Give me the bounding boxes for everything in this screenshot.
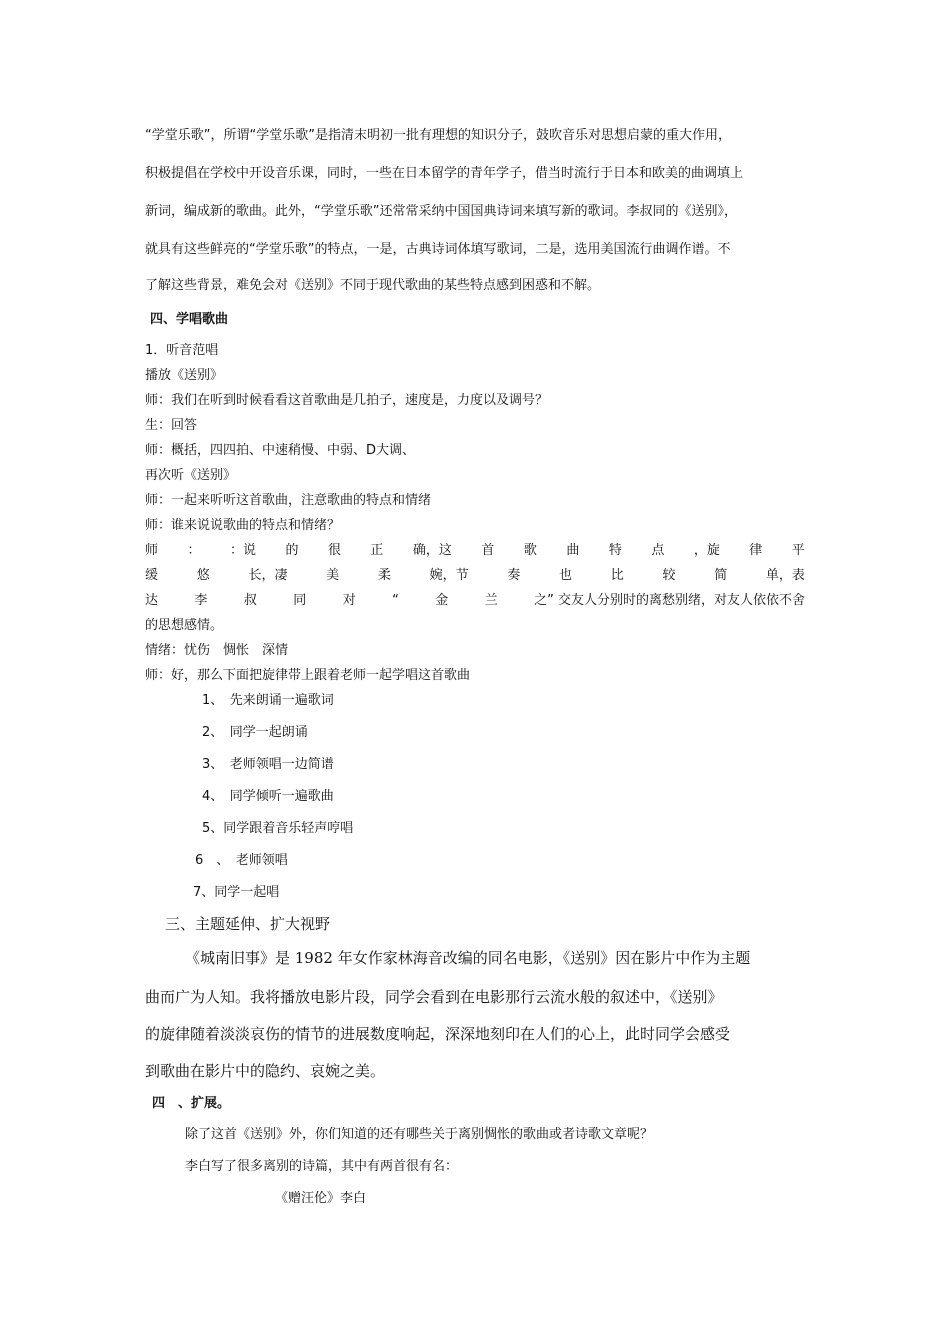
- film-line-2: 曲而广为人知。我将播放电影片段，同学会看到在电影那行云流水般的叙述中，《送别》: [145, 988, 723, 1006]
- dialog-line-3: 师：我们在听到时候看看这首歌曲是几拍子，速度是，力度以及调号？: [145, 393, 549, 408]
- extend-line-2: 李白写了很多离别的诗篇，其中有两首很有名：: [185, 1159, 459, 1174]
- answer-word: “: [392, 593, 399, 608]
- step-4: 4、 同学倾听一遍歌曲: [202, 789, 334, 804]
- answer-word: 单，表: [765, 568, 805, 583]
- film-line-3: 的旋律随着淡淡哀伤的情节的进展数度响起，深深地刻印在人们的心上，此时同学会感受: [145, 1025, 731, 1043]
- answer-word: 美: [326, 568, 340, 583]
- answer-row-4: 的思想感情。: [145, 618, 224, 633]
- answer-word: 比: [610, 568, 624, 583]
- answer-word: 同: [293, 593, 307, 608]
- intro-line-4: 就具有这些鲜亮的“学堂乐歌”的特点，一是，古典诗词体填写歌词，二是，选用美国流行曲调作谱。不: [145, 242, 731, 257]
- section-3-heading: 三、主题延伸、扩大视野: [165, 915, 331, 933]
- answer-word: 李: [194, 593, 208, 608]
- answer-word: 特: [608, 543, 622, 558]
- section-extend-heading: 四 、扩展。: [152, 1096, 231, 1111]
- step-2: 2、 同学一起朗诵: [202, 725, 308, 740]
- answer-word: 兰: [484, 593, 498, 608]
- answer-word: 曲: [566, 543, 580, 558]
- film-line-4: 到歌曲在影片中的隐约、哀婉之美。: [145, 1062, 386, 1080]
- answer-word: 也: [559, 568, 573, 583]
- answer-word: 对: [342, 593, 356, 608]
- answer-word: 确，这: [412, 543, 452, 558]
- answer-word: 较: [662, 568, 676, 583]
- emotion-line: 情绪：忧伤 惆怅 深情: [145, 643, 289, 658]
- answer-word: 之” 交友人分别时的离愁别绪，对友人依依不舍: [534, 593, 805, 608]
- dialog-line-5: 师：概括，四四拍、中速稍慢、中弱、D大调、: [145, 443, 416, 458]
- answer-word: 平: [791, 543, 805, 558]
- answer-word: 悠: [196, 568, 210, 583]
- teacher-line: 师：好，那么下面把旋律带上跟着老师一起学唱这首歌曲: [145, 668, 471, 683]
- intro-line-2: 积极提倡在学校中开设音乐课，同时，一些在日本留学的青年学子，借当时流行于日本和欧美的曲调填上: [145, 166, 744, 181]
- answer-word: 点: [651, 543, 665, 558]
- dialog-line-2: 播放《送别》: [145, 368, 224, 383]
- answer-row-1: [145, 543, 805, 559]
- dialog-line-4: 生：回答: [145, 418, 198, 433]
- section-4-heading: 四、学唱歌曲: [150, 312, 229, 327]
- dialog-line-8: 师：谁来说说歌曲的特点和情绪？: [145, 518, 341, 533]
- intro-line-1: “学堂乐歌”，所谓“学堂乐歌”是指清末明初一批有理想的知识分子，鼓吹音乐对思想启蒙的重大作用，: [145, 128, 731, 143]
- intro-line-5: 了解这些背景，难免会对《送别》不同于现代歌曲的某些特点感到困惑和不解。: [145, 278, 601, 293]
- poem-title: 《赠汪伦》李白: [275, 1191, 367, 1206]
- answer-word: 律: [749, 543, 763, 558]
- dialog-line-1: 1．听音范唱: [145, 343, 219, 358]
- answer-word: ：说: [229, 543, 256, 558]
- answer-word: 婉，节: [429, 568, 469, 583]
- answer-word: ：: [187, 543, 201, 558]
- answer-word: 缓: [145, 568, 159, 583]
- answer-word: 达: [145, 593, 159, 608]
- answer-word: 简: [714, 568, 728, 583]
- answer-word: 叔: [243, 593, 257, 608]
- step-6: 6 、 老师领唱: [195, 853, 288, 868]
- answer-word: ，旋: [693, 543, 720, 558]
- answer-word: 长，凄: [248, 568, 288, 583]
- answer-word: 很: [327, 543, 341, 558]
- answer-word: 正: [370, 543, 384, 558]
- answer-row-3: [145, 593, 805, 609]
- dialog-line-6: 再次听《送别》: [145, 468, 237, 483]
- step-5: 5、同学跟着音乐轻声哼唱: [202, 821, 354, 836]
- step-7: 7、同学一起唱: [193, 885, 280, 900]
- answer-row-2: [145, 568, 805, 584]
- intro-line-3: 新词，编成新的歌曲。此外，“学堂乐歌”还常常采纳中国国典诗词来填写新的歌词。李叔同的《送别》，: [145, 204, 737, 219]
- answer-word: 的: [285, 543, 299, 558]
- answer-word: 师: [145, 543, 159, 558]
- step-3: 3、 老师领唱一边简谱: [202, 757, 334, 772]
- film-line-1: 《城南旧事》是 1982 年女作家林海音改编的同名电影，《送别》因在影片中作为主题: [185, 949, 751, 967]
- answer-word: 首: [481, 543, 495, 558]
- answer-word: 柔: [377, 568, 391, 583]
- dialog-line-7: 师：一起来听听这首歌曲，注意歌曲的特点和情绪: [145, 493, 432, 508]
- answer-word: 歌: [523, 543, 537, 558]
- answer-word: 金: [435, 593, 449, 608]
- answer-word: 奏: [507, 568, 521, 583]
- extend-line-1: 除了这首《送别》外，你们知道的还有哪些关于离别惆怅的歌曲或者诗歌文章呢？: [185, 1127, 654, 1142]
- step-1: 1、 先来朗诵一遍歌词: [202, 693, 334, 708]
